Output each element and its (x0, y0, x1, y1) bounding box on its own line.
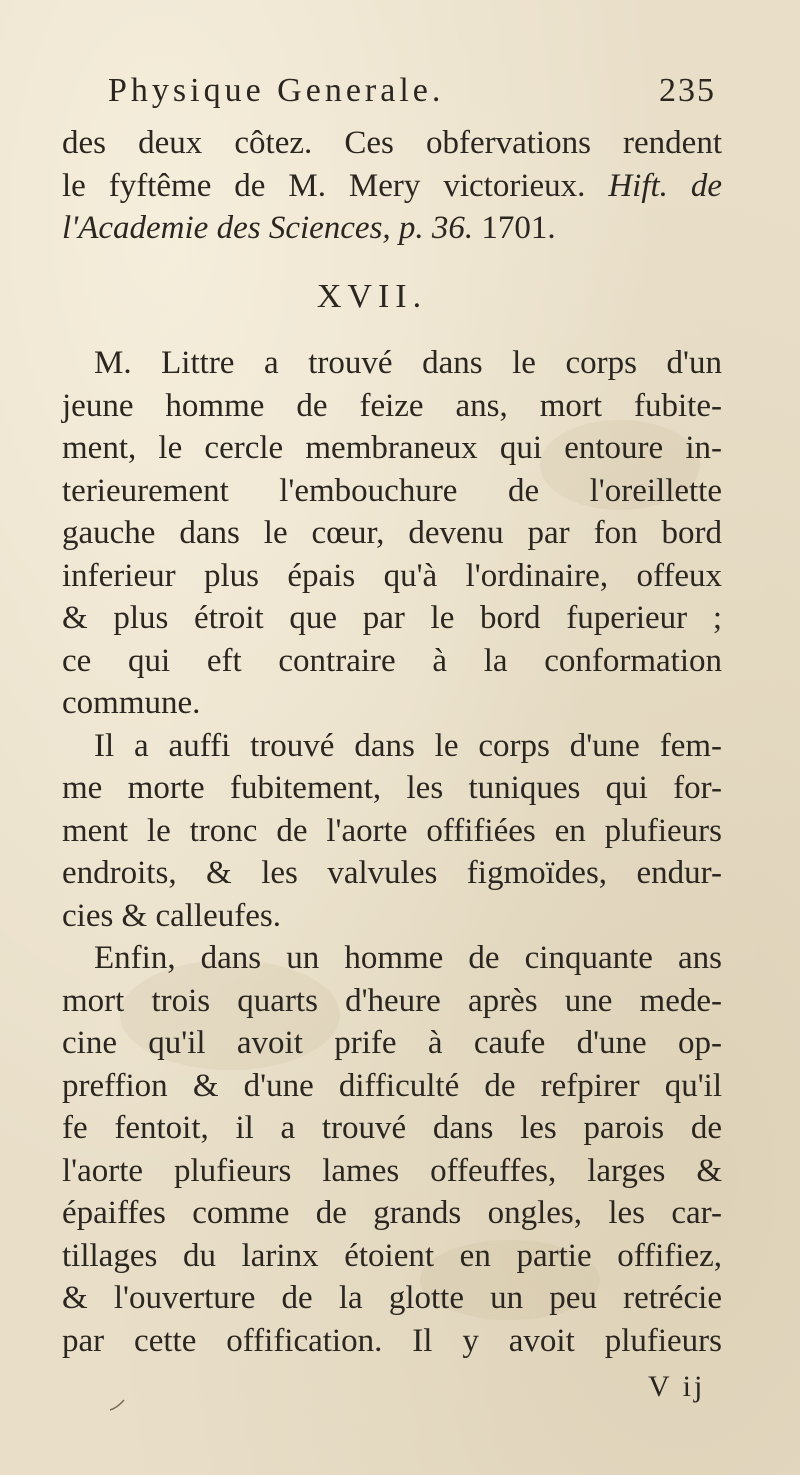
text-line: gauche dans le cœur, devenu par fon bord (62, 515, 722, 551)
text-run: le fyftême de M. Mery victorieux. (62, 167, 609, 204)
citation-title: Hift. de (608, 167, 723, 204)
section-heading: XVII. (316, 277, 428, 315)
citation-year: 1701. (473, 210, 556, 246)
running-head (108, 72, 716, 112)
signature-mark: V ij (648, 1370, 706, 1403)
text-line: Il a auffi trouvé dans le corps d'une fem- (94, 727, 722, 764)
text-line: mort trois quarts d'heure après une mede- (62, 982, 722, 1019)
text-line (62, 165, 722, 208)
text-line: Enfin, dans un homme de cinquante ans (94, 940, 722, 976)
text-line: commune. (62, 685, 201, 721)
citation-title: l'Academie des Sciences, p. 36. (62, 210, 474, 246)
ink-mark (108, 1398, 126, 1412)
text-line: M. Littre a trouvé dans le corps d'un (94, 345, 722, 381)
text-line: cine qu'il avoit prife à caufe d'une op- (62, 1025, 722, 1061)
text-line: & l'ouverture de la glotte un peu retrécie (62, 1280, 722, 1316)
text-line: & plus étroit que par le bord fuperieur ; (62, 600, 722, 636)
text-line: l'aorte plufieurs lames offeuffes, larges & (62, 1152, 722, 1189)
text-block (62, 122, 722, 1362)
text-line: ce qui eft contraire à la conformation (62, 642, 722, 679)
text-line: des deux côtez. Ces obfervations rendent (62, 125, 722, 161)
text-line: me morte fubitement, les tuniques qui for- (62, 770, 722, 806)
text-line: ment, le cercle membraneux qui entoure in- (62, 430, 722, 466)
text-line: inferieur plus épais qu'à l'ordinaire, offeux (62, 557, 722, 594)
text-line: épaiffes comme de grands ongles, les car- (62, 1195, 722, 1231)
text-line: preffion & d'une difficulté de refpirer qu'il (62, 1067, 722, 1104)
text-line: ment le tronc de l'aorte offifiées en plufieurs (62, 812, 722, 849)
text-line: jeune homme de feize ans, mort fubite- (62, 387, 722, 424)
text-line: fe fentoit, il a trouvé dans les parois de (62, 1110, 722, 1146)
text-line: endroits, & les valvules figmoïdes, endur- (62, 855, 722, 891)
running-title: Physique Generale. (108, 72, 445, 109)
text-line: tillages du larinx étoient en partie offifiez, (62, 1237, 722, 1274)
text-line: terieurement l'embouchure de l'oreillette (62, 472, 722, 509)
text-line: par cette offification. Il y avoit plufieurs (62, 1322, 722, 1359)
text-line (62, 207, 722, 250)
page-number: 235 (659, 72, 716, 109)
text-line: cies & calleufes. (62, 897, 281, 934)
